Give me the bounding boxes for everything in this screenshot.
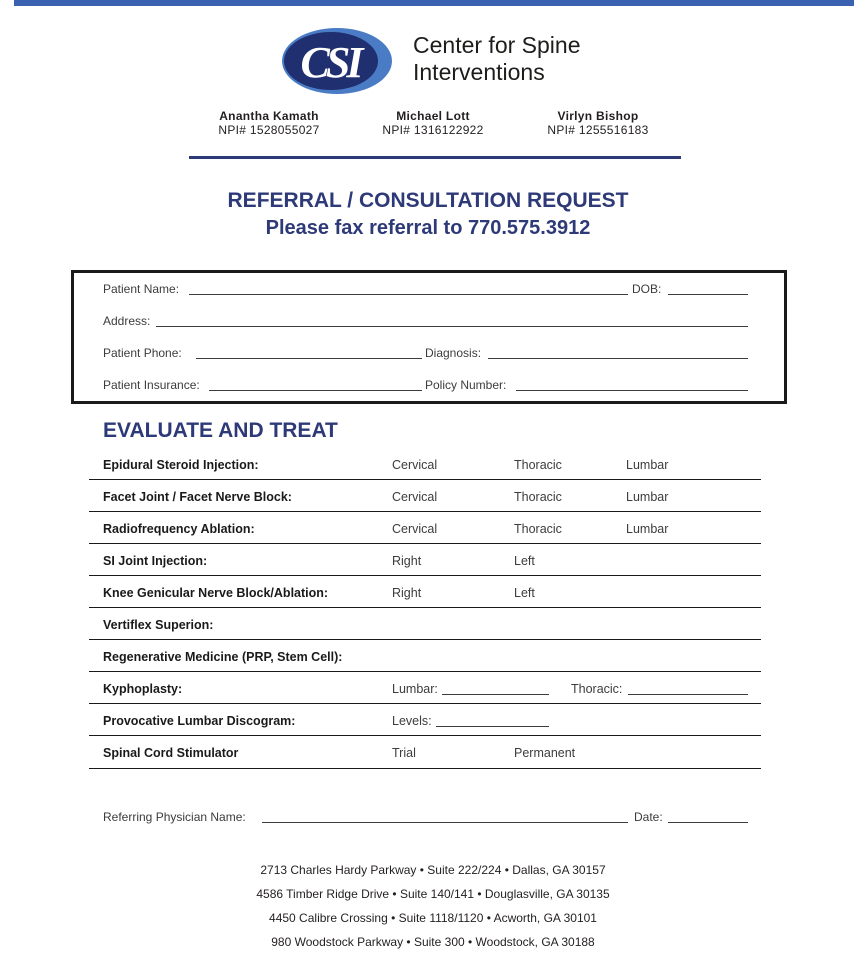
row-divider <box>89 671 761 672</box>
policy-number-field[interactable] <box>516 390 748 391</box>
row-regenerative-label[interactable]: Regenerative Medicine (PRP, Stem Cell): <box>103 650 343 664</box>
address-douglasville: 4586 Timber Ridge Drive • Suite 140/141 • Douglasville, GA 30135 <box>256 887 610 901</box>
referring-physician-field[interactable] <box>262 822 628 823</box>
patient-insurance-field[interactable] <box>209 390 422 391</box>
patient-insurance-label: Patient Insurance: <box>103 378 200 392</box>
row-scs-label: Spinal Cord Stimulator <box>103 746 239 760</box>
physician-name: Michael Lott <box>396 109 470 123</box>
patient-phone-field[interactable] <box>196 358 422 359</box>
physician-npi: NPI# 1255516183 <box>547 123 649 137</box>
row-si-joint-label: SI Joint Injection: <box>103 554 208 568</box>
option-left[interactable]: Left <box>514 554 535 568</box>
address-field[interactable] <box>156 326 748 327</box>
header-divider <box>189 156 681 159</box>
fax-instruction: Please fax referral to 770.575.3912 <box>265 217 591 239</box>
option-cervical[interactable]: Cervical <box>392 458 438 472</box>
option-levels: Levels: <box>392 714 432 728</box>
physician-npi: NPI# 1528055027 <box>218 123 320 137</box>
option-right[interactable]: Right <box>392 554 422 568</box>
row-divider <box>89 479 761 480</box>
option-lumbar[interactable]: Lumbar <box>626 490 669 504</box>
option-thoracic[interactable]: Thoracic <box>514 522 562 536</box>
option-lumbar[interactable]: Lumbar <box>626 522 669 536</box>
option-thoracic[interactable]: Thoracic <box>514 458 562 472</box>
thoracic-field[interactable] <box>628 694 748 695</box>
form-title: REFERRAL / CONSULTATION REQUEST <box>227 189 629 212</box>
referring-date-label: Date: <box>634 810 663 824</box>
diagnosis-label: Diagnosis: <box>425 346 482 360</box>
option-thoracic[interactable]: Thoracic <box>514 490 562 504</box>
brand-line-1: Center for Spine <box>413 32 581 58</box>
evaluate-section-title: EVALUATE AND TREAT <box>103 419 338 442</box>
patient-name-label: Patient Name: <box>103 282 180 296</box>
row-knee-label: Knee Genicular Nerve Block/Ablation: <box>103 586 329 600</box>
physician-npi: NPI# 1316122922 <box>382 123 484 137</box>
row-facet-label: Facet Joint / Facet Nerve Block: <box>103 490 292 504</box>
option-lumbar: Lumbar: <box>392 682 438 696</box>
row-divider <box>89 768 761 769</box>
row-rfa-label: Radiofrequency Ablation: <box>103 522 255 536</box>
patient-name-field[interactable] <box>189 294 628 295</box>
brand-name <box>413 32 580 86</box>
row-divider <box>89 543 761 544</box>
row-divider <box>89 735 761 736</box>
top-accent-bar <box>14 0 854 6</box>
row-vertiflex-label[interactable]: Vertiflex Superion: <box>103 618 214 632</box>
row-kyphoplasty-label: Kyphoplasty: <box>103 682 183 696</box>
option-trial[interactable]: Trial <box>392 746 416 760</box>
option-right[interactable]: Right <box>392 586 422 600</box>
physician-name: Virlyn Bishop <box>557 109 639 123</box>
lumbar-field[interactable] <box>442 694 549 695</box>
address-label: Address: <box>103 314 151 328</box>
row-discogram-label: Provocative Lumbar Discogram: <box>103 714 296 728</box>
option-lumbar[interactable]: Lumbar <box>626 458 669 472</box>
dob-label: DOB: <box>632 282 662 296</box>
referring-physician-label: Referring Physician Name: <box>103 810 246 824</box>
address-woodstock: 980 Woodstock Parkway • Suite 300 • Woodstock, GA 30188 <box>271 935 595 949</box>
option-cervical[interactable]: Cervical <box>392 490 438 504</box>
row-divider <box>89 607 761 608</box>
row-divider <box>89 511 761 512</box>
physician-3 <box>518 109 678 137</box>
levels-field[interactable] <box>436 726 549 727</box>
diagnosis-field[interactable] <box>488 358 748 359</box>
physician-1 <box>189 109 349 137</box>
dob-field[interactable] <box>668 294 748 295</box>
address-acworth: 4450 Calibre Crossing • Suite 1118/1120 • Acworth, GA 30101 <box>269 911 597 925</box>
address-dallas: 2713 Charles Hardy Parkway • Suite 222/224 • Dallas, GA 30157 <box>260 863 606 877</box>
brand-line-2: Interventions <box>413 59 545 85</box>
option-thoracic: Thoracic: <box>571 682 623 696</box>
option-permanent[interactable]: Permanent <box>514 746 576 760</box>
physician-name: Anantha Kamath <box>219 109 319 123</box>
physician-2 <box>353 109 513 137</box>
option-cervical[interactable]: Cervical <box>392 522 438 536</box>
csi-logo <box>281 27 393 95</box>
svg-text:CSI: CSI <box>300 38 360 87</box>
policy-number-label: Policy Number: <box>425 378 507 392</box>
row-divider <box>89 703 761 704</box>
patient-phone-label: Patient Phone: <box>103 346 182 360</box>
row-divider <box>89 639 761 640</box>
row-epidural-label: Epidural Steroid Injection: <box>103 458 259 472</box>
referring-date-field[interactable] <box>668 822 748 823</box>
option-left[interactable]: Left <box>514 586 535 600</box>
row-divider <box>89 575 761 576</box>
